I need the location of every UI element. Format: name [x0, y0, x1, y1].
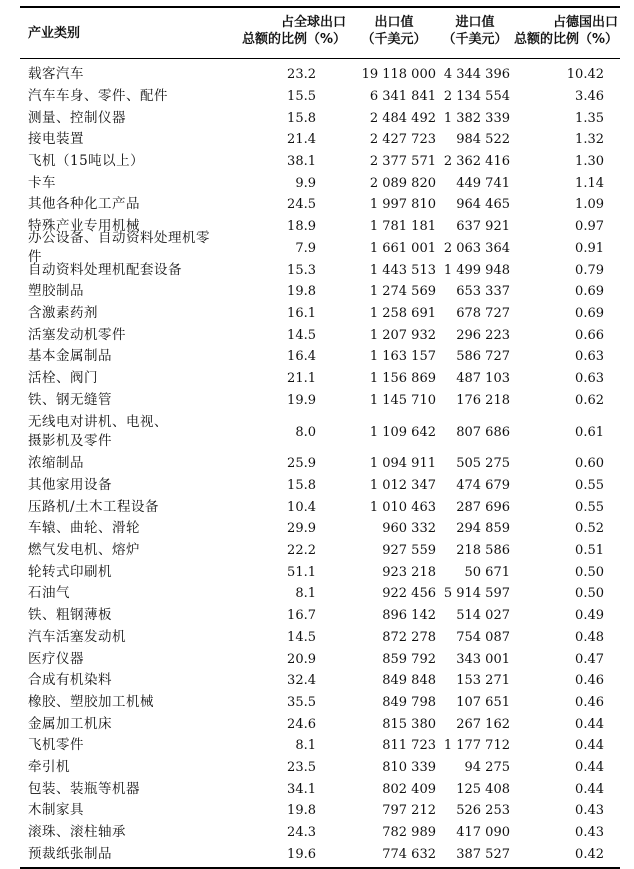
cell-import: 1 382 339 — [443, 110, 510, 126]
cell-export: 2 484 492 — [369, 110, 436, 126]
cell-category: 燃气发电机、熔炉 — [28, 542, 140, 559]
cell-share-world: 19.6 — [287, 846, 316, 862]
cell-export: 1 207 932 — [369, 327, 436, 343]
table-row — [20, 692, 620, 714]
cell-share-world: 23.2 — [287, 67, 316, 83]
cell-share-world: 16.4 — [287, 349, 316, 365]
cell-export: 1 274 569 — [369, 284, 436, 300]
cell-category: 飞机零件 — [28, 737, 84, 754]
cell-import: 267 162 — [456, 716, 510, 732]
cell-share-de: 0.43 — [575, 803, 604, 819]
cell-category: 特殊产业专用机械 — [28, 218, 140, 235]
cell-import: 4 344 396 — [443, 67, 510, 83]
cell-category: 测量、控制仪器 — [28, 109, 126, 126]
cell-import: 505 275 — [456, 456, 510, 472]
table-row — [20, 453, 620, 475]
cell-share-de: 0.63 — [575, 370, 604, 386]
table-row — [20, 368, 620, 390]
cell-category: 包装、装瓶等机器 — [28, 780, 140, 797]
cell-export: 849 798 — [382, 694, 436, 710]
cell-share-world: 7.9 — [295, 240, 316, 256]
table-row — [20, 627, 620, 649]
cell-share-de: 0.63 — [575, 349, 604, 365]
cell-export: 1 012 347 — [369, 478, 436, 494]
cell-share-de: 1.14 — [575, 175, 604, 191]
cell-export: 810 339 — [382, 759, 436, 775]
cell-import: 2 362 416 — [443, 154, 510, 170]
cell-import: 107 651 — [456, 694, 510, 710]
cell-export: 960 332 — [382, 521, 436, 537]
cell-share-world: 14.5 — [287, 327, 316, 343]
cell-share-de: 0.46 — [575, 694, 604, 710]
cell-import: 514 027 — [456, 608, 510, 624]
table-row — [20, 843, 620, 865]
cell-category: 塑胶制品 — [28, 283, 84, 300]
cell-share-world: 16.1 — [287, 305, 316, 321]
cell-export: 1 156 869 — [369, 370, 436, 386]
cell-share-de: 0.62 — [575, 392, 604, 408]
cell-share-world: 19.8 — [287, 284, 316, 300]
cell-import: 176 218 — [456, 392, 510, 408]
cell-category: 滚珠、滚柱轴承 — [28, 824, 126, 841]
cell-share-de: 0.43 — [575, 825, 604, 841]
cell-import: 94 275 — [464, 759, 510, 775]
cell-category: 汽车活塞发动机 — [28, 628, 126, 645]
cell-import: 5 914 597 — [443, 586, 510, 602]
cell-share-de: 0.48 — [575, 629, 604, 645]
cell-import: 153 271 — [456, 673, 510, 689]
cell-export: 19 118 000 — [361, 67, 436, 83]
table-row — [20, 583, 620, 605]
cell-category: 木制家具 — [28, 802, 84, 819]
cell-share-world: 38.1 — [287, 154, 316, 170]
cell-share-de: 0.69 — [575, 305, 604, 321]
cell-category: 轮转式印刷机 — [28, 563, 112, 580]
cell-share-de: 0.52 — [575, 521, 604, 537]
cell-import: 1 499 948 — [443, 262, 510, 278]
cell-category: 其他家用设备 — [28, 477, 112, 494]
cell-category: 活塞发动机零件 — [28, 326, 126, 343]
cell-share-world: 8.1 — [295, 738, 316, 754]
cell-export: 849 848 — [382, 673, 436, 689]
cell-share-de: 0.51 — [575, 543, 604, 559]
cell-share-world: 29.9 — [287, 521, 316, 537]
cell-export: 923 218 — [382, 564, 436, 580]
cell-share-de: 0.44 — [575, 716, 604, 732]
cell-import: 637 921 — [456, 219, 510, 235]
header-category: 产业类别 — [28, 25, 81, 41]
cell-import: 125 408 — [456, 781, 510, 797]
cell-category: 自动资料处理机配套设备 — [28, 261, 182, 278]
cell-category: 载客汽车 — [28, 66, 84, 83]
cell-import: 474 679 — [456, 478, 510, 494]
table-row — [20, 389, 620, 411]
cell-share-world: 15.3 — [287, 262, 316, 278]
cell-share-de: 0.79 — [575, 262, 604, 278]
cell-share-world: 10.4 — [287, 499, 316, 515]
cell-export: 1 145 710 — [369, 392, 436, 408]
cell-category: 橡胶、塑胶加工机械 — [28, 693, 154, 710]
cell-share-de: 0.97 — [575, 219, 604, 235]
cell-share-de: 0.46 — [575, 673, 604, 689]
table-row — [20, 540, 620, 562]
cell-export: 1 781 181 — [369, 219, 436, 235]
cell-share-world: 23.5 — [287, 759, 316, 775]
cell-export: 927 559 — [382, 543, 436, 559]
cell-import: 2 063 364 — [443, 240, 510, 256]
cell-export: 1 163 157 — [369, 349, 436, 365]
cell-export: 802 409 — [382, 781, 436, 797]
table-row — [20, 518, 620, 540]
cell-share-de: 0.50 — [575, 586, 604, 602]
cell-export: 1 109 642 — [369, 424, 436, 440]
cell-category: 含激素药剂 — [28, 304, 98, 321]
cell-import: 294 859 — [456, 521, 510, 537]
table-row — [20, 778, 620, 800]
cell-share-de: 0.55 — [575, 478, 604, 494]
cell-import: 218 586 — [456, 543, 510, 559]
cell-share-world: 14.5 — [287, 629, 316, 645]
cell-category: 医疗仪器 — [28, 650, 84, 667]
cell-import: 2 134 554 — [443, 89, 510, 105]
table-row — [20, 129, 620, 151]
cell-share-world: 24.6 — [287, 716, 316, 732]
header-share-de: 占德国出口 总额的比例（%） — [514, 15, 619, 47]
cell-share-world: 16.7 — [287, 608, 316, 624]
table-row — [20, 496, 620, 518]
cell-share-world: 15.8 — [287, 110, 316, 126]
cell-share-world: 32.4 — [287, 673, 316, 689]
cell-share-de: 3.46 — [575, 89, 604, 105]
cell-import: 296 223 — [456, 327, 510, 343]
cell-share-world: 21.1 — [287, 370, 316, 386]
cell-share-de: 1.35 — [575, 110, 604, 126]
header-export: 出口值 （千美元） — [361, 15, 427, 47]
cell-category: 铁、钢无缝管 — [28, 391, 112, 408]
cell-export: 774 632 — [382, 846, 436, 862]
cell-import: 964 465 — [456, 197, 510, 213]
cell-share-de: 0.42 — [575, 846, 604, 862]
cell-export: 859 792 — [382, 651, 436, 667]
table-row — [20, 194, 620, 216]
table-body — [20, 59, 620, 865]
cell-export: 815 380 — [382, 716, 436, 732]
table-row — [20, 713, 620, 735]
cell-share-de: 0.44 — [575, 759, 604, 775]
cell-category: 合成有机染料 — [28, 672, 112, 689]
cell-share-world: 8.1 — [295, 586, 316, 602]
cell-import: 754 087 — [456, 629, 510, 645]
table-row — [20, 735, 620, 757]
cell-export: 1 094 911 — [369, 456, 436, 472]
table-row — [20, 303, 620, 325]
cell-share-de: 0.60 — [575, 456, 604, 472]
cell-share-de: 0.47 — [575, 651, 604, 667]
cell-share-de: 0.91 — [575, 240, 604, 256]
cell-import: 387 527 — [456, 846, 510, 862]
cell-export: 1 443 513 — [369, 262, 436, 278]
cell-export: 1 997 810 — [369, 197, 436, 213]
cell-category: 压路机/土木工程设备 — [28, 498, 160, 515]
cell-export: 1 258 691 — [369, 305, 436, 321]
cell-share-world: 34.1 — [287, 781, 316, 797]
cell-import: 50 671 — [464, 564, 510, 580]
cell-share-de: 0.69 — [575, 284, 604, 300]
cell-share-world: 51.1 — [287, 564, 316, 580]
cell-share-world: 15.8 — [287, 478, 316, 494]
cell-export: 797 212 — [382, 803, 436, 819]
cell-share-de: 1.30 — [575, 154, 604, 170]
export-table — [20, 0, 620, 865]
cell-category: 接电装置 — [28, 131, 84, 148]
cell-category: 金属加工机床 — [28, 715, 112, 732]
table-header — [20, 8, 620, 54]
cell-share-de: 1.32 — [575, 132, 604, 148]
cell-export: 872 278 — [382, 629, 436, 645]
cell-import: 984 522 — [456, 132, 510, 148]
table-row — [20, 151, 620, 173]
cell-import: 678 727 — [456, 305, 510, 321]
cell-share-de: 10.42 — [566, 67, 604, 83]
cell-import: 287 696 — [456, 499, 510, 515]
cell-share-world: 19.9 — [287, 392, 316, 408]
table-row — [20, 800, 620, 822]
cell-import: 343 001 — [456, 651, 510, 667]
cell-import: 417 090 — [456, 825, 510, 841]
cell-share-de: 1.09 — [575, 197, 604, 213]
table-row — [20, 64, 620, 86]
cell-share-world: 8.0 — [295, 424, 316, 440]
cell-category: 预裁纸张制品 — [28, 845, 112, 862]
cell-share-de: 0.61 — [575, 424, 604, 440]
header-share-world: 占全球出口 总额的比例（%） — [241, 15, 346, 47]
cell-share-de: 0.50 — [575, 564, 604, 580]
cell-import: 586 727 — [456, 349, 510, 365]
table-row — [20, 475, 620, 497]
cell-category: 卡车 — [28, 174, 56, 191]
cell-export: 896 142 — [382, 608, 436, 624]
table-row — [20, 281, 620, 303]
cell-export: 1 661 001 — [369, 240, 436, 256]
table-row — [20, 648, 620, 670]
cell-category: 其他各种化工产品 — [28, 196, 140, 213]
cell-category: 活栓、阀门 — [28, 369, 98, 386]
cell-share-world: 35.5 — [287, 694, 316, 710]
cell-share-world: 24.5 — [287, 197, 316, 213]
cell-category: 车辕、曲轮、滑轮 — [28, 520, 140, 537]
cell-share-de: 0.44 — [575, 781, 604, 797]
cell-category: 基本金属制品 — [28, 348, 112, 365]
table-row — [20, 561, 620, 583]
table-row — [20, 86, 620, 108]
cell-import: 653 337 — [456, 284, 510, 300]
cell-export: 782 989 — [382, 825, 436, 841]
cell-category: 办公设备、自动资料处理机零件 — [28, 230, 210, 266]
cell-import: 1 177 712 — [443, 738, 510, 754]
cell-category: 飞机（15吨以上） — [28, 153, 145, 170]
cell-export: 6 341 841 — [369, 89, 436, 105]
table-row — [20, 605, 620, 627]
cell-export: 2 377 571 — [369, 154, 436, 170]
cell-share-de: 0.55 — [575, 499, 604, 515]
cell-share-world: 19.8 — [287, 803, 316, 819]
header-import: 进口值 （千美元） — [442, 15, 508, 47]
cell-export: 2 089 820 — [369, 175, 436, 191]
cell-category: 无线电对讲机、电视、 摄影机及零件 — [28, 414, 168, 449]
table-row — [20, 411, 620, 453]
cell-share-world: 9.9 — [295, 175, 316, 191]
cell-export: 1 010 463 — [369, 499, 436, 515]
cell-category: 铁、粗钢薄板 — [28, 607, 112, 624]
cell-category: 浓缩制品 — [28, 455, 84, 472]
cell-category: 汽车车身、零件、配件 — [28, 88, 168, 105]
cell-share-world: 25.9 — [287, 456, 316, 472]
cell-share-de: 0.44 — [575, 738, 604, 754]
table-row — [20, 324, 620, 346]
cell-share-world: 24.3 — [287, 825, 316, 841]
cell-share-world: 21.4 — [287, 132, 316, 148]
cell-share-de: 0.66 — [575, 327, 604, 343]
table-row — [20, 822, 620, 844]
cell-share-world: 22.2 — [287, 543, 316, 559]
table-row — [20, 259, 620, 281]
cell-import: 526 253 — [456, 803, 510, 819]
cell-import: 449 741 — [456, 175, 510, 191]
table-row — [20, 230, 620, 266]
cell-export: 922 456 — [382, 586, 436, 602]
table-row — [20, 757, 620, 779]
cell-share-world: 20.9 — [287, 651, 316, 667]
cell-category: 牵引机 — [28, 758, 70, 775]
cell-import: 807 686 — [456, 424, 510, 440]
cell-import: 487 103 — [456, 370, 510, 386]
cell-export: 2 427 723 — [369, 132, 436, 148]
cell-export: 811 723 — [382, 738, 436, 754]
table-row — [20, 172, 620, 194]
cell-share-world: 15.5 — [287, 89, 316, 105]
table-row — [20, 107, 620, 129]
cell-category: 石油气 — [28, 585, 70, 602]
table-row — [20, 670, 620, 692]
cell-share-de: 0.49 — [575, 608, 604, 624]
table-row — [20, 346, 620, 368]
cell-share-world: 18.9 — [287, 219, 316, 235]
